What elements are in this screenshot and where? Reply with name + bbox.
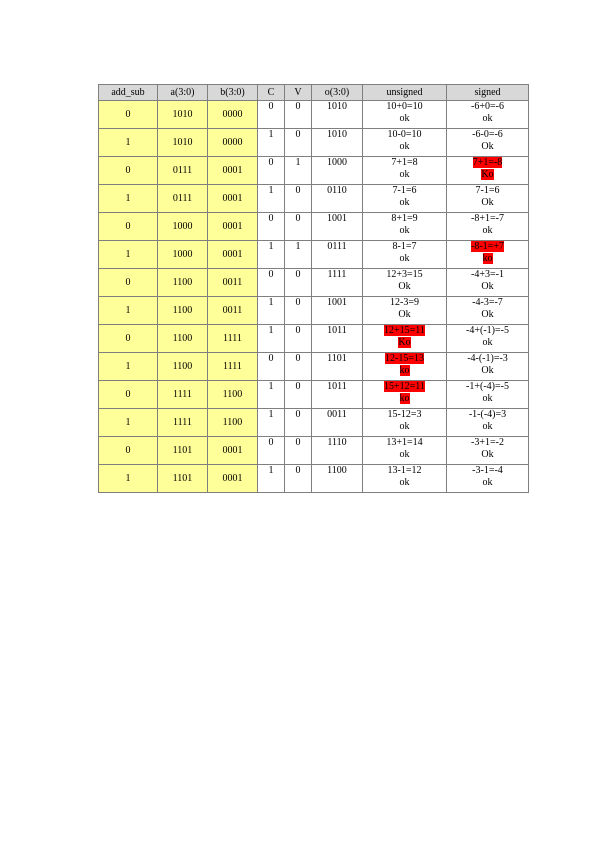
header-unsigned: unsigned: [363, 85, 447, 101]
signed-status: [447, 477, 528, 489]
carry-cell: 0: [258, 213, 285, 241]
signed-expression-text: -6+0=-6: [471, 101, 504, 112]
signed-expression: [447, 185, 528, 197]
add-sub-cell: 1: [99, 409, 158, 437]
signed-result-cell: [447, 157, 529, 185]
signed-expression: [447, 325, 528, 337]
overflow-cell: 0: [285, 129, 312, 157]
a-cell: 1101: [158, 437, 208, 465]
signed-expression-text: 7-1=6: [475, 185, 500, 196]
output-cell: 0110: [312, 185, 363, 213]
unsigned-expression-text: 7-1=6: [392, 185, 417, 196]
add-sub-cell: 1: [99, 129, 158, 157]
unsigned-result-cell: [363, 101, 447, 129]
unsigned-status: [363, 141, 446, 153]
signed-result-cell: [447, 101, 529, 129]
unsigned-status-text: Ko: [398, 336, 411, 348]
unsigned-result-cell: [363, 409, 447, 437]
b-cell: 1111: [208, 325, 258, 353]
a-cell: 1100: [158, 297, 208, 325]
unsigned-result-cell: [363, 325, 447, 353]
header-signed: signed: [447, 85, 529, 101]
unsigned-status-text: ko: [399, 392, 410, 404]
signed-status-text: Ok: [481, 196, 494, 208]
signed-status-text: Ok: [481, 280, 494, 292]
a-cell: 1100: [158, 269, 208, 297]
b-cell: 1100: [208, 409, 258, 437]
overflow-cell: 0: [285, 101, 312, 129]
output-cell: 1000: [312, 157, 363, 185]
signed-expression: [447, 101, 528, 113]
signed-result-cell: [447, 325, 529, 353]
carry-cell: 0: [258, 353, 285, 381]
add-sub-cell: 1: [99, 353, 158, 381]
unsigned-expression-text: 12+3=15: [386, 269, 423, 280]
unsigned-expression: [363, 353, 446, 365]
signed-expression: [447, 269, 528, 281]
unsigned-expression-text: 10-0=10: [387, 129, 422, 140]
carry-cell: 1: [258, 297, 285, 325]
overflow-cell: 0: [285, 297, 312, 325]
output-cell: 1100: [312, 465, 363, 493]
signed-status: [447, 337, 528, 349]
signed-expression: [447, 157, 528, 169]
header-carry: C: [258, 85, 285, 101]
table-row: [99, 185, 529, 213]
unsigned-status: [363, 449, 446, 461]
signed-result-cell: [447, 185, 529, 213]
unsigned-status: [363, 477, 446, 489]
b-cell: 0001: [208, 157, 258, 185]
unsigned-expression: [363, 437, 446, 449]
table-row: [99, 381, 529, 409]
signed-result-cell: [447, 353, 529, 381]
output-cell: 1101: [312, 353, 363, 381]
unsigned-expression-text: 8-1=7: [392, 241, 417, 252]
unsigned-status: [363, 309, 446, 321]
signed-status-text: ok: [482, 336, 493, 348]
unsigned-status-text: ok: [399, 168, 410, 180]
signed-result-cell: [447, 437, 529, 465]
a-cell: 1111: [158, 409, 208, 437]
output-cell: 1001: [312, 297, 363, 325]
signed-status: [447, 393, 528, 405]
unsigned-expression-text: 12-3=9: [390, 297, 419, 308]
overflow-cell: 1: [285, 157, 312, 185]
signed-status: [447, 225, 528, 237]
signed-expression-text: -4-(-1)=-3: [467, 353, 508, 364]
unsigned-status: [363, 281, 446, 293]
table-row: [99, 157, 529, 185]
unsigned-result-cell: [363, 353, 447, 381]
b-cell: 0001: [208, 241, 258, 269]
a-cell: 1101: [158, 465, 208, 493]
overflow-cell: 0: [285, 213, 312, 241]
add-sub-cell: 0: [99, 269, 158, 297]
b-cell: 0001: [208, 185, 258, 213]
unsigned-status: [363, 393, 446, 405]
signed-status-text: Ok: [481, 308, 494, 320]
add-sub-cell: 0: [99, 381, 158, 409]
unsigned-expression-text: 8+1=9: [391, 213, 418, 224]
carry-cell: 1: [258, 325, 285, 353]
unsigned-status: [363, 421, 446, 433]
signed-result-cell: [447, 465, 529, 493]
output-cell: 1010: [312, 129, 363, 157]
unsigned-expression: [363, 325, 446, 337]
signed-status-text: ok: [482, 476, 493, 488]
overflow-cell: 0: [285, 381, 312, 409]
add-sub-cell: 0: [99, 157, 158, 185]
add-sub-cell: 0: [99, 437, 158, 465]
table-row: [99, 353, 529, 381]
b-cell: 1111: [208, 353, 258, 381]
unsigned-expression: [363, 381, 446, 393]
signed-result-cell: [447, 213, 529, 241]
unsigned-status-text: ok: [399, 196, 410, 208]
unsigned-status-text: Ok: [398, 308, 411, 320]
table-row: [99, 409, 529, 437]
unsigned-expression-text: 13+1=14: [386, 437, 423, 448]
signed-status: [447, 365, 528, 377]
signed-status-text: Ko: [481, 168, 494, 180]
table-row: [99, 213, 529, 241]
carry-cell: 1: [258, 381, 285, 409]
unsigned-result-cell: [363, 241, 447, 269]
unsigned-status-text: ko: [399, 364, 410, 376]
signed-result-cell: [447, 269, 529, 297]
signed-result-cell: [447, 409, 529, 437]
truth-table: [98, 84, 529, 493]
unsigned-expression: [363, 409, 446, 421]
unsigned-status-text: ok: [399, 448, 410, 460]
b-cell: 0000: [208, 101, 258, 129]
overflow-cell: 0: [285, 353, 312, 381]
signed-status-text: Ok: [481, 448, 494, 460]
unsigned-result-cell: [363, 157, 447, 185]
signed-status: [447, 169, 528, 181]
signed-expression: [447, 213, 528, 225]
signed-status-text: Ok: [481, 140, 494, 152]
b-cell: 0001: [208, 213, 258, 241]
unsigned-result-cell: [363, 213, 447, 241]
table-row: [99, 129, 529, 157]
add-sub-cell: 0: [99, 101, 158, 129]
a-cell: 1010: [158, 101, 208, 129]
carry-cell: 0: [258, 437, 285, 465]
unsigned-expression: [363, 241, 446, 253]
unsigned-expression-text: 15+12=11: [384, 381, 425, 392]
table-row: [99, 297, 529, 325]
output-cell: 1011: [312, 381, 363, 409]
b-cell: 0000: [208, 129, 258, 157]
unsigned-status: [363, 253, 446, 265]
b-cell: 0011: [208, 297, 258, 325]
signed-expression-text: -4-3=-7: [472, 297, 503, 308]
signed-status: [447, 449, 528, 461]
unsigned-expression-text: 10+0=10: [386, 101, 423, 112]
carry-cell: 1: [258, 185, 285, 213]
unsigned-expression: [363, 185, 446, 197]
a-cell: 0111: [158, 185, 208, 213]
signed-expression: [447, 381, 528, 393]
carry-cell: 1: [258, 465, 285, 493]
b-cell: 0001: [208, 465, 258, 493]
signed-status-text: ok: [482, 392, 493, 404]
unsigned-result-cell: [363, 465, 447, 493]
carry-cell: 1: [258, 241, 285, 269]
add-sub-cell: 0: [99, 325, 158, 353]
signed-result-cell: [447, 297, 529, 325]
overflow-cell: 0: [285, 269, 312, 297]
signed-expression: [447, 297, 528, 309]
table-row: [99, 465, 529, 493]
signed-expression: [447, 353, 528, 365]
unsigned-expression: [363, 129, 446, 141]
unsigned-status-text: Ok: [398, 280, 411, 292]
add-sub-cell: 1: [99, 297, 158, 325]
unsigned-status-text: ok: [399, 252, 410, 264]
signed-expression: [447, 437, 528, 449]
carry-cell: 0: [258, 101, 285, 129]
output-cell: 0011: [312, 409, 363, 437]
header-row: [99, 85, 529, 101]
unsigned-result-cell: [363, 381, 447, 409]
a-cell: 1111: [158, 381, 208, 409]
unsigned-expression: [363, 269, 446, 281]
unsigned-expression: [363, 101, 446, 113]
signed-status-text: ok: [482, 112, 493, 124]
unsigned-status: [363, 197, 446, 209]
signed-expression: [447, 409, 528, 421]
signed-result-cell: [447, 241, 529, 269]
signed-status: [447, 113, 528, 125]
unsigned-status-text: ok: [399, 420, 410, 432]
b-cell: 0001: [208, 437, 258, 465]
signed-status-text: ok: [482, 224, 493, 236]
unsigned-status-text: ok: [399, 476, 410, 488]
table-row: [99, 101, 529, 129]
signed-expression-text: -1+(-4)=-5: [466, 381, 509, 392]
overflow-cell: 0: [285, 437, 312, 465]
unsigned-expression-text: 7+1=8: [391, 157, 418, 168]
signed-status-text: ok: [482, 420, 493, 432]
signed-expression-text: -4+3=-1: [471, 269, 504, 280]
output-cell: 1111: [312, 269, 363, 297]
overflow-cell: 1: [285, 241, 312, 269]
signed-result-cell: [447, 381, 529, 409]
header-a: a(3:0): [158, 85, 208, 101]
unsigned-result-cell: [363, 185, 447, 213]
signed-status: [447, 281, 528, 293]
unsigned-status-text: ok: [399, 140, 410, 152]
carry-cell: 1: [258, 409, 285, 437]
signed-expression-text: -3+1=-2: [471, 437, 504, 448]
unsigned-expression: [363, 157, 446, 169]
overflow-cell: 0: [285, 185, 312, 213]
unsigned-expression-text: 12+15=11: [384, 325, 425, 336]
b-cell: 1100: [208, 381, 258, 409]
unsigned-result-cell: [363, 129, 447, 157]
signed-expression-text: -6-0=-6: [472, 129, 503, 140]
overflow-cell: 0: [285, 409, 312, 437]
output-cell: 1011: [312, 325, 363, 353]
signed-status-text: Ok: [481, 364, 494, 376]
carry-cell: 0: [258, 157, 285, 185]
carry-cell: 0: [258, 269, 285, 297]
unsigned-status: [363, 337, 446, 349]
a-cell: 1100: [158, 325, 208, 353]
table-row: [99, 269, 529, 297]
unsigned-result-cell: [363, 297, 447, 325]
a-cell: 1100: [158, 353, 208, 381]
output-cell: 1010: [312, 101, 363, 129]
a-cell: 0111: [158, 157, 208, 185]
unsigned-status: [363, 113, 446, 125]
signed-expression: [447, 241, 528, 253]
signed-expression-text: -8+1=-7: [471, 213, 504, 224]
unsigned-result-cell: [363, 437, 447, 465]
header-output: o(3:0): [312, 85, 363, 101]
b-cell: 0011: [208, 269, 258, 297]
signed-expression: [447, 129, 528, 141]
output-cell: 1001: [312, 213, 363, 241]
add-sub-cell: 1: [99, 465, 158, 493]
unsigned-status: [363, 169, 446, 181]
signed-status: [447, 197, 528, 209]
add-sub-cell: 1: [99, 185, 158, 213]
signed-status: [447, 253, 528, 265]
a-cell: 1000: [158, 213, 208, 241]
unsigned-expression: [363, 465, 446, 477]
a-cell: 1010: [158, 129, 208, 157]
unsigned-expression-text: 12-15=13: [385, 353, 424, 364]
output-cell: 1110: [312, 437, 363, 465]
signed-expression-text: -1-(-4)=3: [468, 409, 507, 420]
signed-status: [447, 421, 528, 433]
output-cell: 0111: [312, 241, 363, 269]
unsigned-status: [363, 365, 446, 377]
header-add-sub: add_sub: [99, 85, 158, 101]
a-cell: 1000: [158, 241, 208, 269]
unsigned-expression: [363, 297, 446, 309]
unsigned-status: [363, 225, 446, 237]
unsigned-status-text: ok: [399, 224, 410, 236]
unsigned-result-cell: [363, 269, 447, 297]
signed-status-text: ko: [482, 252, 493, 264]
unsigned-expression-text: 13-1=12: [387, 465, 422, 476]
carry-cell: 1: [258, 129, 285, 157]
table-row: [99, 437, 529, 465]
add-sub-cell: 0: [99, 213, 158, 241]
signed-expression-text: -3-1=-4: [472, 465, 503, 476]
table-row: [99, 241, 529, 269]
signed-status: [447, 309, 528, 321]
add-sub-cell: 1: [99, 241, 158, 269]
overflow-cell: 0: [285, 325, 312, 353]
signed-result-cell: [447, 129, 529, 157]
header-overflow: V: [285, 85, 312, 101]
unsigned-expression: [363, 213, 446, 225]
unsigned-expression-text: 15-12=3: [387, 409, 422, 420]
unsigned-status-text: ok: [399, 112, 410, 124]
signed-expression-text: 7+1=-8: [472, 157, 503, 168]
signed-expression-text: -4+(-1)=-5: [466, 325, 509, 336]
signed-expression: [447, 465, 528, 477]
signed-status: [447, 141, 528, 153]
table-row: [99, 325, 529, 353]
overflow-cell: 0: [285, 465, 312, 493]
header-b: b(3:0): [208, 85, 258, 101]
signed-expression-text: -8-1=+7: [471, 241, 504, 252]
